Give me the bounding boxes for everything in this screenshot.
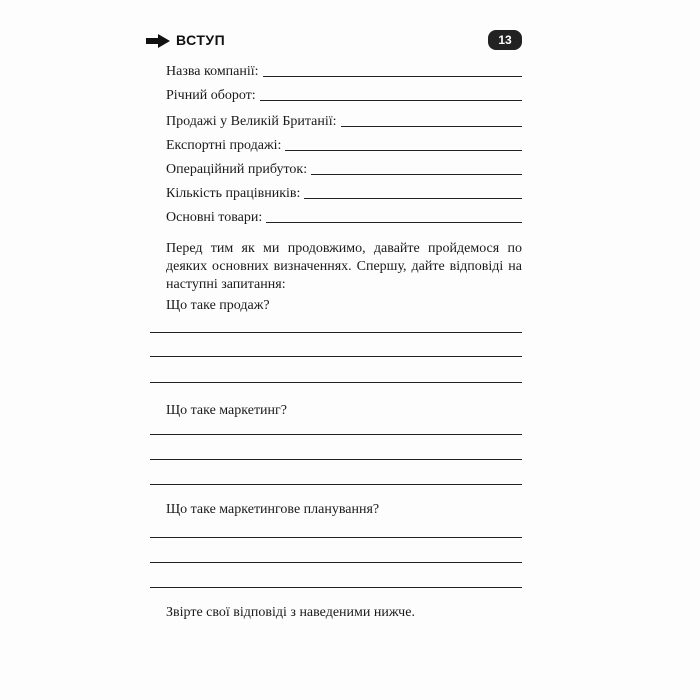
answer-line <box>150 537 522 538</box>
fill-in-line <box>311 174 522 175</box>
page-number-badge: 13 <box>488 30 522 50</box>
form-field-operating-profit <box>166 160 522 178</box>
form-field-company-name <box>166 62 522 80</box>
fill-in-line <box>266 222 522 223</box>
form-field-employee-count <box>166 184 522 202</box>
fill-in-line <box>260 100 522 101</box>
field-label: Операційний прибуток: <box>166 162 308 177</box>
field-label: Річний оборот: <box>166 88 256 103</box>
fill-in-line <box>304 198 522 199</box>
fill-in-line <box>341 126 522 127</box>
field-label: Експортні продажі: <box>166 138 282 153</box>
form-field-main-products <box>166 208 522 226</box>
field-label: Назва компанії: <box>166 64 259 79</box>
answer-line <box>150 484 522 485</box>
answer-line <box>150 459 522 460</box>
form-field-annual-turnover <box>166 86 522 104</box>
answer-line <box>150 332 522 333</box>
arrow-right-icon <box>146 34 170 48</box>
answer-line <box>150 434 522 435</box>
intro-paragraph: Перед тим як ми продовжимо, давайте пройдемося по деяких основних визначеннях. Спершу, дайте відповіді на наступні запитання: <box>166 241 522 292</box>
answer-line <box>150 382 522 383</box>
answer-line <box>150 587 522 588</box>
field-label: Основні товари: <box>166 210 263 225</box>
question-marketing-planning: Що таке маркетингове планування? <box>166 502 380 517</box>
section-title: ВСТУП <box>176 32 226 48</box>
fill-in-line <box>285 150 522 151</box>
closing-paragraph: Звірте свої відповіді з наведеними нижче. <box>166 605 415 620</box>
answer-line <box>150 356 522 357</box>
question-marketing: Що таке маркетинг? <box>166 403 287 418</box>
question-sales: Що таке продаж? <box>166 298 270 313</box>
answer-line <box>150 562 522 563</box>
form-field-export-sales <box>166 136 522 154</box>
fill-in-line <box>263 76 522 77</box>
field-label: Продажі у Великій Британії: <box>166 114 337 129</box>
form-field-uk-sales <box>166 112 522 130</box>
field-label: Кількість працівників: <box>166 186 301 201</box>
page-header <box>146 30 522 52</box>
